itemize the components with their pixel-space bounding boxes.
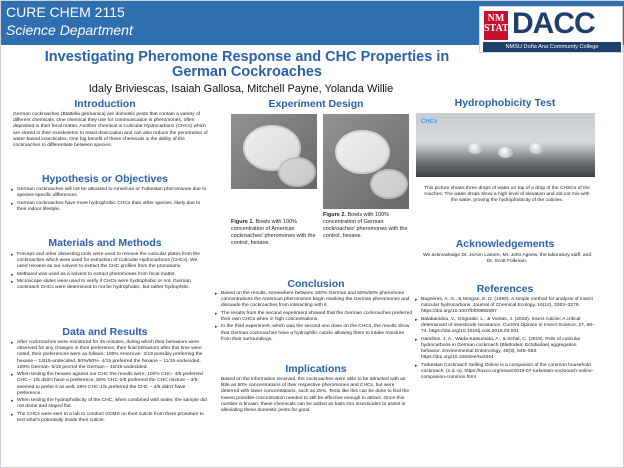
authors: Idaly Briviescas, Isaiah Gallosa, Mitchell Payne, Yolanda Willie — [88, 83, 394, 95]
figure-1-photo — [231, 114, 317, 189]
methods-item: ▸ Methanol was used as a solvent to extract pheromones from fecal matter. — [11, 272, 209, 278]
hydrophobicity-caption: This picture shows three drops of water on top of a drop of the CHSCs of the roaches. The water drops show a high level of elevation and did not mix with the water, proving the hydrophobicity of the cuticles. — [424, 186, 590, 204]
methods-item: ▸ Forceps and other dissecting tools were used to remove the cuticular plates from the cockroaches which were used for extraction of Cuticular Hydrocarbons (CHCs). We used Hexane as our solvent to extract the CHC profiles from the pronotums. — [11, 252, 209, 271]
conclusion-list — [215, 291, 413, 344]
acknowledgements-heading: Acknowledgements — [455, 238, 555, 250]
references-list — [415, 297, 597, 382]
hypothesis-heading: Hypothesis or Objectives — [41, 173, 169, 185]
department-name: Science Department — [6, 22, 133, 38]
results-list — [11, 340, 209, 425]
hypothesis-item: ▸ German cockroaches have more hydrophobic CHCs than other species, likely due to their indoor lifestyle. — [11, 201, 209, 213]
poster-title: Investigating Pheromone Response and CHC Properties in German Cockroaches — [44, 49, 450, 80]
hydrophobicity-photo — [416, 113, 595, 177]
results-heading: Data and Results — [62, 326, 148, 338]
nmsu-dacc-logo — [479, 6, 623, 53]
water-drop — [529, 143, 544, 154]
results-item: ▸ After cockroaches were monitored for 45 minutes, during which their behaviors were observed for any changes in their preference, their final behaviors after this time were noted, their preferences were as follows: 100% American- 2/19 possibly preferring the hexane – 13/15-undecided, 50%/50%- 4/15 preferred the hexane – 11/15-undecided, 100% German- 5/15 pecred the German – 10/15-undecided. — [11, 340, 209, 371]
course-name: CURE CHEM 2115 — [6, 4, 125, 20]
figure-1-label: Figure 1. — [231, 219, 254, 225]
results-item: ▸ The CHCs were sent to a lab to conduct GCMS on their cuticle from there pronotum to test what's potentially inside their cuticle. — [11, 412, 209, 424]
hypothesis-list — [11, 187, 209, 214]
conclusion-item: ▸ In the third experiment, which was the second one done on the CHCs, the results show that German cockroaches have a hydrophilic cuticle allowing them to intake moisture from their surroundings. — [215, 324, 413, 343]
figure-1-text: Bowls with 100% concentration of American cockroaches' pheromones with the control, hexane. — [231, 219, 316, 246]
figure-1-caption — [231, 219, 317, 247]
conclusion-heading: Conclusion — [287, 278, 345, 290]
figure-2-caption — [323, 212, 411, 240]
results-item: ▸ When testing the hydrophobicity of the CHC, when combined with water, the sample did not dome and stayed flat. — [11, 398, 209, 410]
figure-2-label: Figure 2. — [323, 212, 346, 218]
methods-heading: Materials and Methods — [48, 237, 162, 249]
experiment-heading: Experiment Design — [268, 98, 364, 110]
water-drop — [498, 147, 513, 158]
methods-list — [11, 252, 209, 293]
methods-item: ▸ Microscope slides were used to verify if CHCs were hydrophobic or not. German cockroach CHCs were determined to not be hydrophobic, but rather hydrophilic. — [11, 279, 209, 291]
figure-2-photo — [323, 114, 409, 209]
dacc-logo-text: DACC — [512, 7, 595, 40]
acknowledgements-text: We acknowledge Dr. JoAnn Latorre, Mr. John Agnew, the laboratory staff, and Dr. Scott Folkman. — [422, 253, 592, 265]
water-drop — [468, 143, 483, 154]
reference-item: ▸ Hamilton, J. A., Wada-Katsumata, A., & Schal, C. (2019). Role of cuticular hydrocarbons in German cockroach (Blattodea: Ectobiidae) aggregation behavior. Environmental Entomology, 48(3), 546–553. https://doi.org/10.1093/ee/nvz044 — [415, 337, 597, 362]
results-item: ▸ When testing the hexane against our CHC the results were; 100% CHC- 4/5 preferred CHC – 1/5 didn't have a preference, 50% CHC-2/5 preferred the CHC mixture – 3/5- seemed to prefer it as well, 25% CHC-1/5 preferred the CHC – 4/5 didn't have preference. — [11, 372, 209, 397]
hydrophobicity-heading: Hydrophobicity Test — [454, 97, 556, 109]
hypothesis-item: ▸ German cockroaches will not be attracted to American or Turkestan pheromones due to species-specific differences. — [11, 187, 209, 199]
implications-text: Based on the information received, the cockroaches were able to be attracted with as little as 50% concentrations of their respective pheromones and CHCs, but were deterred with lower concentrations, such as 25%. Tests like this can be done to find the lowest possible concentration needed to still be effective enough to attract. Once this number is known, these chemicals can be added as baits into insecticides to assist in alleviating these domestic pests for good — [221, 377, 410, 414]
conclusion-item: ▸ Based on the results, somewhere between 100% German and 50%/50% pheromone concentrations the American pheromones begin masking the German pheromones and dissuade the cockroaches from interacting with it. — [215, 291, 413, 310]
figure-2-text: Bowls with 100% concentration of German cockroaches' pheromones with the control, hexane. — [323, 212, 408, 239]
logo-subtitle: NMSU Doña Ana Community College — [483, 42, 621, 52]
implications-heading: Implications — [285, 363, 347, 375]
reference-item: ▸ Bagnères, A. G., & Morgan, E. D. (1990). A simple method for analysis of insect cuticular hydrocarbons. Journal of Chemical Ecology, 16(12), 3263–3276. https://doi.org/10.1007/bf00982097 — [415, 297, 597, 316]
conclusion-item: ▸ The results from the second experiment showed that the German cockroaches preferred their own CHCs when in high concentrations. — [215, 311, 413, 323]
reference-item: ▸ Turkestan Cockroach Selling Online is a companion of the common household cockroach. (n.d.-a). https://tuxco.org/news/2019-07-turkestan-cockroach-online-companion-common.html — [415, 363, 597, 382]
introduction-heading: Introduction — [74, 98, 136, 110]
introduction-text: German cockroaches (Blattella germanica) are domestic pests that contain a variety of different chemicals. One chemical they use for communication is pheromones, often deposited in their fecal matter. Another chemical is Cuticular Hydrocarbons (CHCs) which are stored in their exoskeleton to resist desiccation and can also reduce the penetration of water-based insecticides. One big benefit of these chemicals is the ability of the cockroaches to differentiate between species. — [13, 112, 208, 149]
references-heading: References — [476, 283, 534, 295]
photo-tag: CHCs — [421, 119, 438, 125]
reference-item: ▸ Balabanidou, V., Grigoraki, L., & Vontas, J. (2018). Insect cuticle: A critical determinant of insecticide resistance. Current Opinion in Insect Science, 27, 68–74. https://doi.org/10.1016/j.cois.2018.03.001 — [415, 317, 597, 336]
nm-state-logo-badge: NM STATE — [484, 11, 508, 40]
